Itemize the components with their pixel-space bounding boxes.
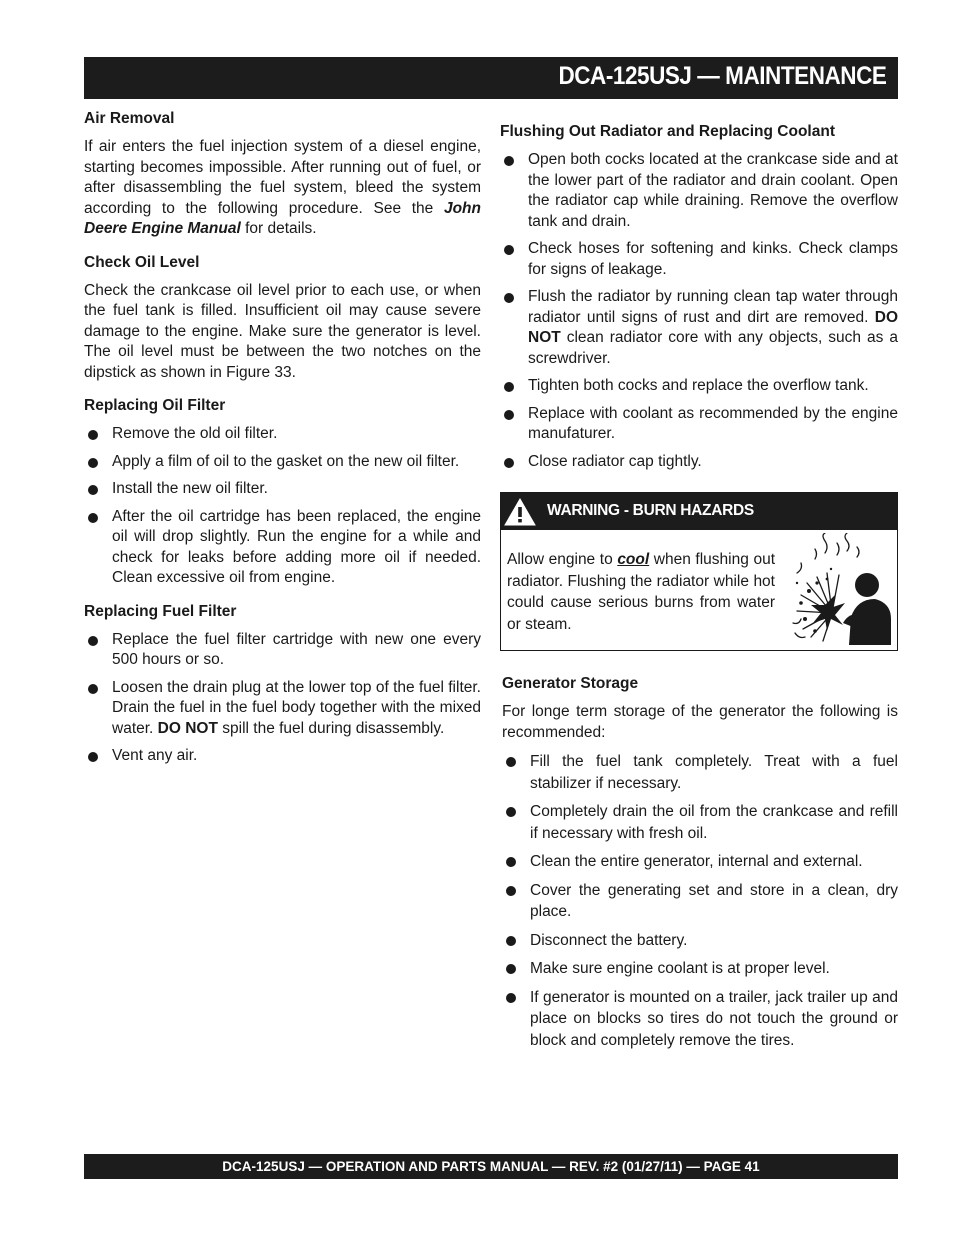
oil-filter-heading: Replacing Oil Filter (84, 397, 226, 414)
list-item-text: Remove the old oil filter. (112, 425, 278, 442)
list-item-text: Cover the generating set and store in a clean, dry place. (530, 881, 898, 920)
fuel-filter-heading: Replacing Fuel Filter (84, 602, 237, 620)
bullet-icon (506, 936, 516, 946)
footer-text: DCA-125USJ — OPERATION AND PARTS MANUAL — REV. #2 (01/27/11) — PAGE 41 (222, 1159, 760, 1174)
generator-storage-section (502, 674, 898, 1064)
storage-heading: Generator Storage (502, 675, 639, 692)
bullet-icon (88, 485, 98, 495)
warning-triangle-icon (504, 498, 536, 526)
list-item (502, 880, 898, 923)
list-item-text: Tighten both cocks and replace the overflow tank. (528, 377, 869, 394)
list-item (84, 678, 481, 740)
check-oil-paragraph: Check the crankcase oil level prior to each use, or when the fuel tank is filled. Insufficient oil may cause severe damage to the engine. Make sure the generator is level. The oil level must be between the two notches on the dipstick as shown in Figure 33. (84, 281, 481, 381)
list-item-text: Make sure engine coolant is at proper level. (530, 960, 830, 977)
list-item (502, 958, 898, 980)
list-item-text: Vent any air. (112, 747, 198, 764)
bullet-icon (506, 964, 516, 974)
list-item-text: Disconnect the battery. (530, 931, 688, 949)
list-item-text: Check hoses for softening and kinks. Check clamps for signs of leakage. (528, 240, 898, 278)
list-item-text: Completely drain the oil from the crankcase and refill if necessary with fresh oil. (530, 803, 898, 842)
burn-hazard-warning-box (500, 492, 898, 651)
bullet-icon (88, 513, 98, 523)
bullet-icon (506, 757, 516, 767)
list-item (502, 751, 898, 794)
list-item-text: Apply a film of oil to the gasket on the new oil filter. (112, 452, 460, 470)
storage-intro: For longe term storage of the generator the following is recommended: (502, 703, 898, 741)
list-item (502, 801, 898, 844)
list-item-text: Replace the fuel filter cartridge with new one every 500 hours or so. (112, 630, 481, 668)
list-item-text: Flush the radiator by running clean tap water through radiator until signs of rust and dirt are removed. (528, 288, 898, 326)
air-removal-text: If air enters the fuel injection system of a diesel engine, starting becomes impossible. After running out of fuel, or after disassembling the fuel system, bleed the system according to the following procedure. See the (84, 138, 481, 217)
bullet-icon (506, 807, 516, 817)
bullet-icon (504, 458, 514, 468)
flushing-list (500, 150, 898, 472)
list-item (502, 930, 898, 952)
list-item (502, 851, 898, 873)
air-removal-heading: Air Removal (84, 110, 175, 127)
list-item (502, 987, 898, 1052)
list-item-text-end: spill the fuel during disassembly. (217, 719, 445, 737)
do-not-emphasis: DO NOT (157, 719, 218, 737)
bullet-icon (504, 245, 514, 255)
warning-header (501, 493, 897, 530)
bullet-icon (506, 886, 516, 896)
list-item-text-end: clean radiator core with any objects, such as a screwdriver. (528, 329, 898, 367)
list-item-text: After the oil cartridge has been replaced, the engine oil will drop slightly. Run the engine for a while and check for leaks before adding more oil if needed. Clean excessive oil from engine. (112, 507, 481, 586)
list-item-text: Close radiator cap tightly. (528, 452, 702, 470)
list-item (500, 239, 898, 280)
bullet-icon (506, 857, 516, 867)
bullet-icon (504, 156, 514, 166)
list-item (500, 404, 898, 445)
warning-text (507, 549, 775, 635)
list-item-text: Open both cocks located at the crankcase side and at the lower part of the radiator and drain coolant. Open the radiator cap while draining. Remove the overflow tank and drain. (528, 151, 898, 230)
list-item (84, 479, 481, 500)
fuel-filter-list (84, 630, 481, 767)
list-item (500, 452, 898, 473)
list-item (84, 630, 481, 671)
oil-filter-list (84, 424, 481, 589)
cool-emphasis: cool (617, 551, 650, 568)
bullet-icon (88, 684, 98, 694)
left-column (84, 109, 481, 780)
bullet-icon (88, 458, 98, 468)
warning-text-end: when flushing out radiator. Flushing the radiator while hot could cause serious burns from water or steam. (507, 551, 776, 633)
bullet-icon (504, 382, 514, 392)
list-item-text: Replace with coolant as recommended by the engine manufaturer. (528, 404, 898, 442)
list-item (500, 376, 898, 397)
list-item (84, 424, 481, 445)
list-item (84, 452, 481, 473)
bullet-icon (504, 293, 514, 303)
bullet-icon (88, 430, 98, 440)
list-item-text: Loosen the drain plug at the lower top of the fuel filter. Drain the fuel in the fuel body together with the mixed water. (112, 678, 481, 737)
page-footer-bar (84, 1154, 898, 1179)
list-item (500, 150, 898, 232)
list-item (500, 287, 898, 369)
air-removal-text-end: for details. (240, 220, 317, 237)
john-deere-manual-reference: John Deere Engine Manual (84, 199, 481, 237)
list-item-text: Clean the entire generator, internal and external. (530, 853, 863, 870)
page-header-bar (84, 57, 898, 99)
list-item (84, 746, 481, 767)
warning-label: WARNING - BURN HAZARDS (547, 502, 754, 519)
right-column (500, 122, 898, 485)
bullet-icon (88, 752, 98, 762)
storage-list (502, 751, 898, 1051)
air-removal-paragraph (84, 137, 481, 240)
list-item-text: Install the new oil filter. (112, 480, 268, 497)
bullet-icon (88, 636, 98, 646)
do-not-emphasis: DO NOT (528, 308, 898, 346)
warning-text-start: Allow engine to (507, 551, 618, 568)
bullet-icon (504, 410, 514, 420)
check-oil-heading: Check Oil Level (84, 253, 200, 271)
list-item (84, 507, 481, 589)
list-item-text: If generator is mounted on a trailer, jack trailer up and place on blocks so tires do not touch the ground or block and completely remove the tires. (530, 988, 898, 1049)
bullet-icon (506, 993, 516, 1003)
burn-hazard-illustration (787, 533, 891, 645)
list-item-text: Fill the fuel tank completely. Treat with a fuel stabilizer if necessary. (530, 753, 898, 792)
flushing-heading: Flushing Out Radiator and Replacing Coolant (500, 123, 835, 140)
page-title: DCA-125USJ — MAINTENANCE (557, 62, 886, 90)
